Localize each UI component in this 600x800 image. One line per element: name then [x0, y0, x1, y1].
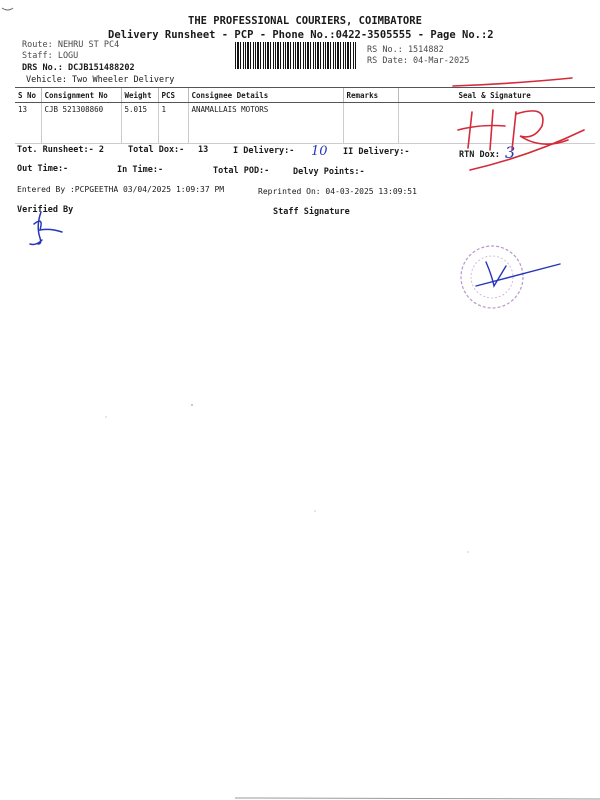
- barcode: [235, 42, 357, 69]
- col-header-pcs: PCS: [158, 88, 188, 103]
- hw-stroke: [453, 78, 572, 86]
- staff-signature-label: Staff Signature: [273, 207, 350, 217]
- reprinted-on: Reprinted On: 04-03-2025 13:09:51: [258, 187, 417, 196]
- stamp-signature: [476, 262, 560, 286]
- runsheet-table: [15, 87, 595, 144]
- verified-signature: [30, 212, 62, 245]
- runsheet-title: Delivery Runsheet - PCP - Phone No.:0422-3505555 - Page No.:2: [108, 29, 494, 41]
- col-header-consignment: Consignment No: [41, 88, 121, 103]
- speck: [105, 416, 106, 417]
- delvy-points: Delvy Points:-: [293, 167, 365, 177]
- sig-stroke: [34, 221, 62, 232]
- table-header-row: [15, 88, 595, 103]
- total-dox-label: Total Dox:-: [128, 145, 185, 155]
- round-stamp: [461, 246, 523, 308]
- sig-stroke: [30, 240, 42, 245]
- entered-by: Entered By :PCPGEETHA 03/04/2025 1:09:37 PM: [17, 185, 225, 194]
- cell-consignee: ANAMALLAIS MOTORS: [188, 103, 343, 144]
- vehicle-label: Vehicle: Two Wheeler Delivery: [26, 75, 175, 85]
- speck: [314, 510, 315, 511]
- table-row: [15, 103, 595, 144]
- cell-sno: 13: [15, 103, 41, 144]
- corner-mark: [2, 8, 13, 10]
- in-time: In Time:-: [117, 165, 164, 175]
- rs-number: RS No.: 1514882: [367, 45, 444, 55]
- sig-stroke: [476, 264, 560, 286]
- stamp-inner-ring: [471, 256, 513, 298]
- cell-remarks: [343, 103, 398, 144]
- col-header-weight: Weight: [121, 88, 158, 103]
- col-header-sno: S No: [15, 88, 41, 103]
- sig-stroke: [486, 262, 506, 286]
- speck: [467, 551, 468, 552]
- col-header-seal-signature: Seal & Signature: [398, 88, 595, 103]
- cell-consignment: CJB 521308860: [41, 103, 121, 144]
- out-time: Out Time:-: [17, 164, 69, 174]
- sig-stroke: [38, 212, 41, 244]
- cell-seal: [398, 103, 595, 144]
- rtn-dox-label: RTN Dox:: [459, 150, 500, 160]
- verified-by-label: Verified By: [17, 205, 74, 215]
- tot-runsheet: Tot. Runsheet:- 2: [17, 145, 104, 155]
- i-delivery-handwritten: 10: [311, 144, 328, 159]
- ii-delivery-label: II Delivery:-: [343, 147, 410, 157]
- total-pod: Total POD:-: [213, 166, 270, 176]
- total-dox-value: 13: [198, 145, 209, 155]
- stamp-outer-ring: [461, 246, 523, 308]
- i-delivery-label: I Delivery:-: [233, 146, 295, 156]
- company-title: THE PROFESSIONAL COURIERS, COIMBATORE: [188, 15, 422, 27]
- col-header-remarks: Remarks: [343, 88, 398, 103]
- staff-label: Staff: LOGU: [22, 51, 79, 61]
- scan-edge: [235, 798, 600, 799]
- drs-number: DRS No.: DCJB151488202: [22, 63, 135, 73]
- cell-pcs: 1: [158, 103, 188, 144]
- cell-weight: 5.015: [121, 103, 158, 144]
- speck: [191, 404, 193, 406]
- rs-date: RS Date: 04-Mar-2025: [367, 56, 470, 66]
- col-header-consignee: Consignee Details: [188, 88, 343, 103]
- rtn-dox-handwritten: 3: [505, 143, 516, 162]
- route-label: Route: NEHRU ST PC4: [22, 40, 120, 50]
